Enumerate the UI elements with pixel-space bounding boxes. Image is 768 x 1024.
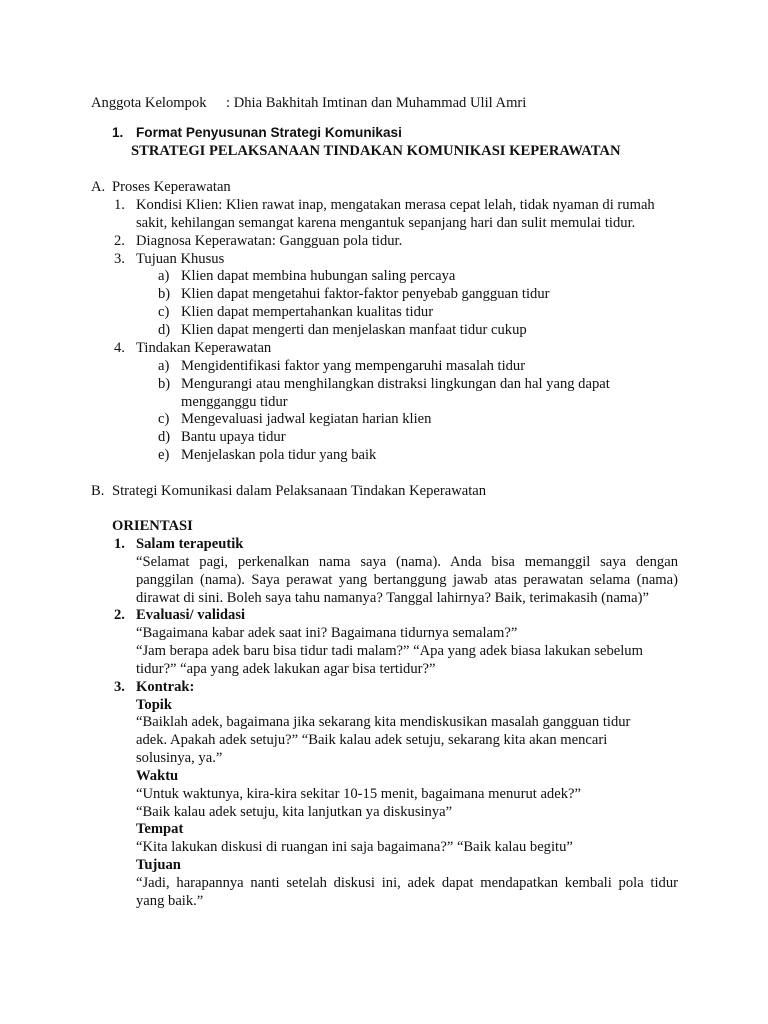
tujuan-khusus-title: Tujuan Khusus	[136, 251, 225, 267]
topik-title: Topik	[136, 697, 172, 713]
tujuan-b-letter: b)	[158, 286, 171, 302]
diagnosa-text: Diagnosa Keperawatan: Gangguan pola tidur.	[136, 233, 403, 249]
tindakan-d-text: Bantu upaya tidur	[181, 429, 286, 445]
tindakan-b-text: Mengurangi atau menghilangkan distraksi lingkungan dan hal yang dapat	[181, 376, 610, 392]
salam-line3: dirawat di sini. Boleh saya tahu namanya? Tanggal lahirnya? Baik, terimakasih (nama)”	[136, 590, 649, 606]
salam-title: Salam terapeutik	[136, 536, 244, 552]
tindakan-a-text: Mengidentifikasi faktor yang mempengaruhi masalah tidur	[181, 358, 526, 374]
topik-line3: solusinya, ya.”	[136, 750, 223, 766]
salam-number: 1.	[114, 536, 125, 552]
waktu-line2: “Baik kalau adek setuju, kita lanjutkan ya diskusinya”	[136, 804, 453, 820]
section-b-title: Strategi Komunikasi dalam Pelaksanaan Tindakan Keperawatan	[112, 483, 487, 499]
kontrak-title: Kontrak:	[136, 679, 195, 695]
kondisi-klien-line1: Kondisi Klien: Klien rawat inap, mengatakan merasa cepat lelah, tidak nyaman di rumah	[136, 197, 655, 213]
section-b-letter: B.	[91, 483, 105, 499]
section-1-number: 1.	[112, 125, 124, 140]
group-members-label: Anggota Kelompok	[91, 95, 207, 111]
salam-line2: panggilan (nama). Saya perawat yang bertanggung jawab atas perawatan selama (nama)	[136, 572, 678, 588]
tindakan-d-letter: d)	[158, 429, 171, 445]
tujuan-b-text: Klien dapat mengetahui faktor-faktor penyebab gangguan tidur	[181, 286, 550, 302]
tindakan-c-text: Mengevaluasi jadwal kegiatan harian klien	[181, 411, 432, 427]
tujuan-d-letter: d)	[158, 322, 171, 338]
section-a-letter: A.	[91, 179, 106, 195]
tujuan-c-letter: c)	[158, 304, 170, 320]
tindakan-b-letter: b)	[158, 376, 171, 392]
evaluasi-line2: “Jam berapa adek baru bisa tidur tadi malam?” “Apa yang adek biasa lakukan sebelum	[136, 643, 643, 659]
document-main-title: STRATEGI PELAKSANAAN TINDAKAN KOMUNIKASI KEPERAWATAN	[131, 143, 621, 159]
topik-line2: adek. Apakah adek setuju?” “Baik kalau adek setuju, sekarang kita akan mencari	[136, 732, 608, 748]
tujuan-line1: “Jadi, harapannya nanti setelah diskusi ini, adek dapat mendapatkan kembali pola tidur	[136, 875, 678, 891]
waktu-title: Waktu	[136, 768, 179, 784]
tujuan-title: Tujuan	[136, 857, 181, 873]
evaluasi-number: 2.	[114, 607, 125, 623]
evaluasi-line3: tidur?” “apa yang adek lakukan agar bisa tertidur?”	[136, 661, 436, 677]
salam-line1: “Selamat pagi, perkenalkan nama saya (nama). Anda bisa memanggil saya dengan	[136, 554, 678, 570]
item-1-number: 1.	[114, 197, 125, 213]
topik-line1: “Baiklah adek, bagaimana jika sekarang kita mendiskusikan masalah gangguan tidur	[136, 714, 631, 730]
waktu-line1: “Untuk waktunya, kira-kira sekitar 10-15 menit, bagaimana menurut adek?”	[136, 786, 581, 802]
tempat-line1: “Kita lakukan diskusi di ruangan ini saja bagaimana?” “Baik kalau begitu”	[136, 839, 573, 855]
orientasi-heading: ORIENTASI	[112, 518, 193, 534]
evaluasi-title: Evaluasi/ validasi	[136, 607, 246, 623]
tempat-title: Tempat	[136, 821, 184, 837]
tujuan-d-text: Klien dapat mengerti dan menjelaskan manfaat tidur cukup	[181, 322, 527, 338]
item-4-number: 4.	[114, 340, 125, 356]
tindakan-e-text: Menjelaskan pola tidur yang baik	[181, 447, 377, 463]
tindakan-e-letter: e)	[158, 447, 170, 463]
tujuan-line2: yang baik.”	[136, 893, 204, 909]
tujuan-a-letter: a)	[158, 268, 170, 284]
kondisi-klien-line2: sakit, kehilangan semangat karena mengantuk sepanjang hari dan sulit memulai tidur.	[136, 215, 636, 231]
tujuan-c-text: Klien dapat mempertahankan kualitas tidur	[181, 304, 434, 320]
tujuan-a-text: Klien dapat membina hubungan saling percaya	[181, 268, 456, 284]
tindakan-c-letter: c)	[158, 411, 170, 427]
item-3-number: 3.	[114, 251, 125, 267]
section-1-title: Format Penyusunan Strategi Komunikasi	[136, 125, 402, 140]
tindakan-a-letter: a)	[158, 358, 170, 374]
tindakan-b-text-cont: mengganggu tidur	[181, 394, 288, 410]
tindakan-title: Tindakan Keperawatan	[136, 340, 272, 356]
kontrak-number: 3.	[114, 679, 125, 695]
evaluasi-line1: “Bagaimana kabar adek saat ini? Bagaimana tidurnya semalam?”	[136, 625, 518, 641]
item-2-number: 2.	[114, 233, 125, 249]
section-a-title: Proses Keperawatan	[112, 179, 231, 195]
group-members-value: : Dhia Bakhitah Imtinan dan Muhammad Ulil Amri	[226, 95, 527, 111]
